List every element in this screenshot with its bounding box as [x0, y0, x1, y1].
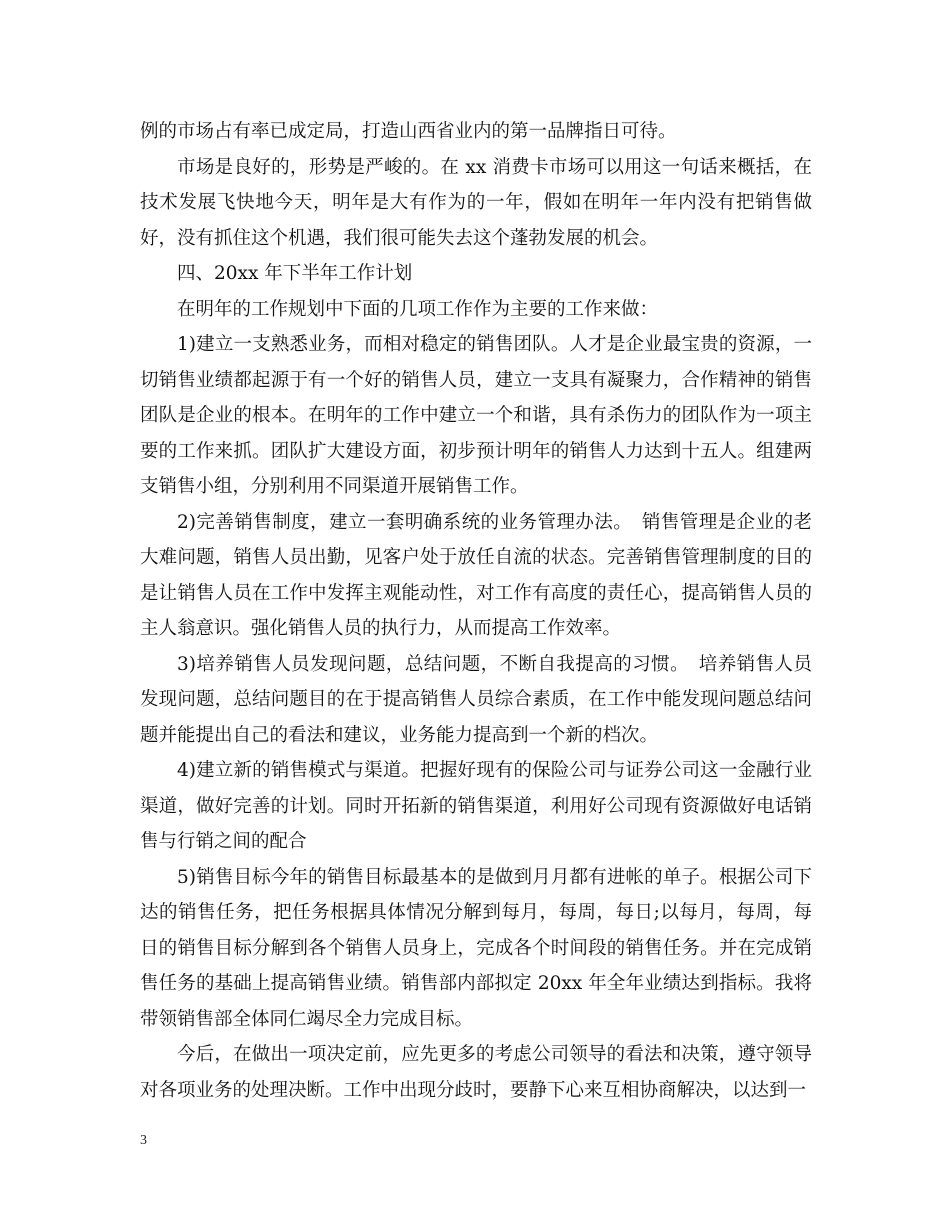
paragraph-item-5: 5)销售目标今年的销售目标最基本的是做到月月都有进帐的单子。根据公司下达的销售任务，把任务根据具体情况分解到每月，每周，每日;以每月，每周，每日的销售目标分解到各个销售人员身上，完成各个时间段的销售任务。并在完成销售任务的基础上提高销售业绩。销售部内部拟定 20xx 年全年业绩达到指标。我将带领销售部全体同仁竭尽全力完成目标。: [140, 866, 812, 1030]
paragraph-market-outlook: 市场是良好的，形势是严峻的。在 xx 消费卡市场可以用这一句话来概括，在技术发展飞快地今天，明年是大有作为的一年，假如在明年一年内没有把销售做好，没有抓住这个机遇，我们很可能失去这个蓬勃发展的机会。: [140, 156, 812, 249]
paragraph-continuation: 例的市场占有率已成定局，打造山西省业内的第一品牌指日可待。: [140, 121, 677, 142]
paragraph-item-1: 1)建立一支熟悉业务，而相对稳定的销售团队。人才是企业最宝贵的资源，一切销售业绩都起源于有一个好的销售人员，建立一支具有凝聚力，合作精神的销售团队是企业的根本。在明年的工作中建立一个和谐，具有杀伤力的团队作为一项主要的工作来抓。团队扩大建设方面，初步预计明年的销售人力达到十五人。组建两支销售小组，分别利用不同渠道开展销售工作。: [140, 334, 812, 497]
page-number: 3: [140, 1133, 147, 1148]
document-body: [140, 114, 812, 1108]
paragraph-item-4: 4)建立新的销售模式与渠道。把握好现有的保险公司与证券公司这一金融行业渠道，做好完善的计划。同时开拓新的销售渠道，利用好公司现有资源做好电话销售与行销之间的配合: [140, 760, 812, 852]
paragraph-plan-intro: 在明年的工作规划中下面的几项工作作为主要的工作来做：: [177, 298, 659, 320]
paragraph-item-3: 3)培养销售人员发现问题，总结问题，不断自我提高的习惯。 培养销售人员发现问题，总结问题目的在于提高销售人员综合素质，在工作中能发现问题总结问题并能提出自己的看法和建议，业务能力提高到一个新的档次。: [140, 653, 812, 746]
paragraph-item-2: 2)完善销售制度，建立一套明确系统的业务管理办法。 销售管理是企业的老大难问题，销售人员出勤，见客户处于放任自流的状态。完善销售管理制度的目的是让销售人员在工作中发挥主观能动性，对工作有高度的责任心，提高销售人员的主人翁意识。强化销售人员的执行力，从而提高工作效率。: [140, 511, 812, 639]
section-heading-work-plan: 四、20xx 年下半年工作计划: [177, 263, 413, 284]
paragraph-closing: 今后，在做出一项决定前，应先更多的考虑公司领导的看法和决策，遵守领导对各项业务的处理决断。工作中出现分歧时，要静下心来互相协商解决，以达到一: [140, 1044, 812, 1101]
